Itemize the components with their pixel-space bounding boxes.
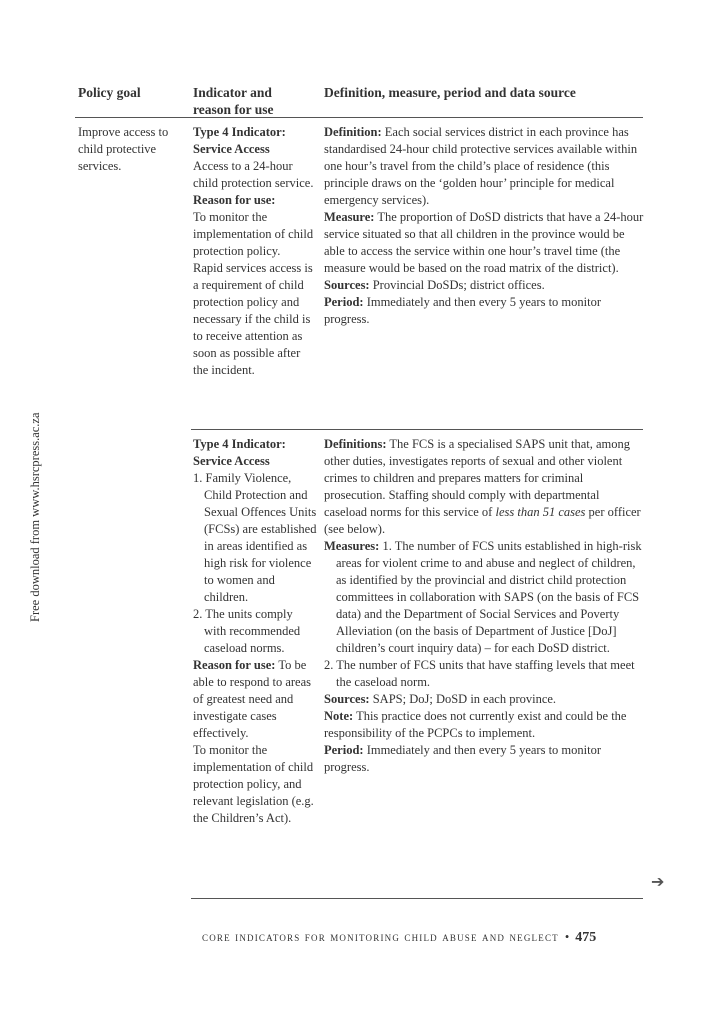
row2-indicator	[193, 436, 317, 827]
row2-reason-text-2: To monitor the implementation of child protection policy, and relevant legislation (e.g. the Children’s Act).	[193, 743, 314, 825]
row1-indicator-title: Type 4 Indicator: Service Access	[193, 125, 286, 156]
row2-note-text: This practice does not currently exist and could be the responsibility of the PCPCs to implement.	[324, 709, 627, 740]
running-footer	[202, 930, 596, 946]
row2-measures-label: Measures:	[324, 539, 380, 553]
row2-indicator-title: Type 4 Indicator: Service Access	[193, 437, 286, 468]
header-rule	[75, 117, 643, 118]
row1-reason-text-1: To monitor the implementation of child protection policy.	[193, 210, 314, 258]
row1-definition-label: Definition:	[324, 125, 382, 139]
row2-period-label: Period:	[324, 743, 364, 757]
row-divider	[191, 429, 643, 430]
row1-indicator-text: Access to a 24-hour child protection service.	[193, 159, 314, 190]
row1-measure-text: The proportion of DoSD districts that have a 24-hour service situated so that all children in the province would be able to access the service within one hour’s travel time (the measure would be based on the road matrix of the district).	[324, 210, 644, 275]
header-definition: Definition, measure, period and data source	[324, 85, 576, 100]
row2-definitions-text: The FCS is a specialised SAPS unit that, among other duties, investigates reports of sexual and other violent crimes to children and prepares matters for criminal prosecution. Staffing should comply with departmental caseload norms for this service of	[324, 437, 631, 519]
header-indicator: Indicator and reason for use	[193, 85, 274, 117]
row2-definitions-tail: per officer (see below).	[324, 505, 641, 536]
row1-measure-label: Measure:	[324, 210, 375, 224]
row1-reason-text-2: Rapid services access is a requirement of child protection policy and necessary if the child is to receive attention as soon as possible after the incident.	[193, 261, 313, 377]
bottom-rule	[191, 898, 643, 899]
row1-reason-label: Reason for use:	[193, 193, 276, 207]
row2-definition	[324, 436, 644, 776]
row2-note-label: Note:	[324, 709, 354, 723]
side-download-note: Free download from www.hsrcpress.ac.za	[28, 412, 42, 622]
page-number: 475	[575, 930, 597, 945]
row2-definitions-italic: less than 51 cases	[495, 505, 586, 519]
row1-sources-text: Provincial DoSDs; district offices.	[372, 278, 545, 292]
row2-measure-2: 2. The number of FCS units that have staffing levels that meet the caseload norm.	[324, 658, 635, 689]
row2-reason-text-1: To be able to respond to areas of greatest need and investigate cases effectively.	[193, 658, 312, 740]
row1-policy-goal-text: Improve access to child protective services.	[78, 125, 169, 173]
row1-policy-goal	[78, 124, 186, 175]
row2-sources-text: SAPS; DoJ; DoSD in each province.	[372, 692, 557, 706]
footer-separator: •	[564, 930, 570, 944]
row1-sources-label: Sources:	[324, 278, 370, 292]
continue-arrow-icon: ➔	[651, 874, 665, 891]
row2-item-1: 1. Family Violence, Child Protection and Sexual Offences Units (FCSs) are established in areas identified as high risk for violence to women and children.	[193, 471, 317, 604]
footer-title: core indicators for monitoring child abuse and neglect	[202, 930, 559, 944]
row2-definitions-label: Definitions:	[324, 437, 387, 451]
row2-reason-label: Reason for use:	[193, 658, 276, 672]
row2-period-text: Immediately and then every 5 years to monitor progress.	[324, 743, 602, 774]
row1-definition	[324, 124, 644, 328]
row2-measure-1: 1. The number of FCS units established in high-risk areas for violent crime to and abuse and neglect of children, as identified by the provincial and district child protection committees in collaboration with SAPS (on the basis of FCS data) and the Department of Social Services and Poverty Alleviation (on the basis of Department of Justice [DoJ] children’s court inquiry data) – for each DoSD district.	[336, 539, 642, 655]
row1-period-text: Immediately and then every 5 years to monitor progress.	[324, 295, 602, 326]
row2-sources-label: Sources:	[324, 692, 370, 706]
header-policy-goal: Policy goal	[78, 85, 141, 100]
row1-indicator	[193, 124, 317, 379]
row1-definition-text: Each social services district in each province has standardised 24-hour child protective services available within one hour’s travel from the child’s place of residence (this principle draws on the ‘golden hour’ principle for medical emergency services).	[324, 125, 638, 207]
row2-item-2: 2. The units comply with recommended caseload norms.	[193, 607, 301, 655]
row1-period-label: Period:	[324, 295, 364, 309]
